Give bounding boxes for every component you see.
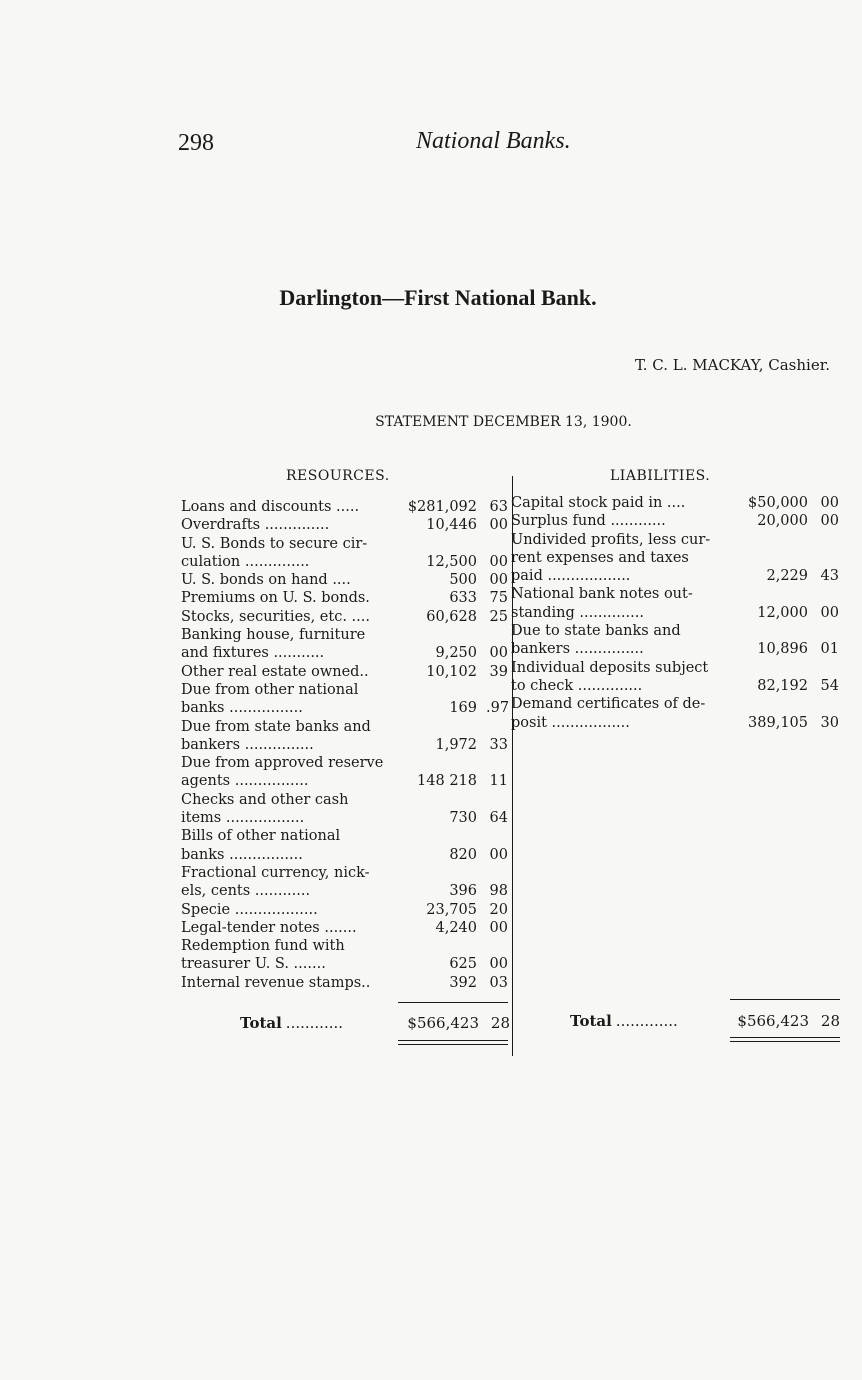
resources-item-amount: [397, 846, 508, 864]
resources-item-cents: .97: [486, 700, 510, 717]
resources-item-label: Overdrafts ..............: [181, 517, 330, 534]
resources-item-amount: [397, 919, 508, 937]
resources-item-dollars: 12,500: [426, 553, 477, 570]
resources-item-label: Specie ..................: [181, 901, 318, 918]
liabilities-item-label: Surplus fund ............: [511, 513, 666, 530]
resources-item-amount: [397, 589, 508, 607]
resources-item-label: Bills of other national banks ................: [181, 828, 341, 863]
resources-item: [181, 901, 508, 919]
liabilities-item-label: Demand certificates of de- posit .................: [511, 696, 706, 731]
resources-item-amount: [397, 498, 508, 516]
liabilities-item-cents: 30: [820, 714, 839, 731]
resources-item-dollars: 730: [449, 810, 477, 827]
resources-item: [181, 864, 508, 901]
liabilities-item-cents: 54: [820, 677, 839, 694]
resources-item-label: Loans and discounts .....: [181, 499, 360, 515]
liabilities-item-dollars: 10,896: [757, 641, 808, 658]
resources-item-dollars: 396: [449, 883, 477, 900]
resources-total-dollars: $566,423: [407, 1014, 479, 1032]
resources-item-cents: 25: [489, 608, 508, 625]
liabilities-total-dots: .............: [615, 1012, 678, 1030]
resources-item-cents: 00: [489, 572, 508, 589]
liabilities-item-cents: 00: [820, 604, 839, 621]
resources-item: [181, 663, 508, 681]
resources-item-amount: [397, 663, 508, 681]
statement-date: STATEMENT DECEMBER 13, 1900.: [375, 414, 632, 430]
page-number: 298: [178, 130, 214, 156]
liabilities-item-cents: 01: [820, 641, 839, 658]
resources-item-label: Fractional currency, nick- els, cents ............: [181, 864, 370, 900]
liabilities-item: [511, 659, 839, 696]
running-head: National Banks.: [416, 128, 571, 154]
resources-item-cents: 11: [489, 773, 508, 790]
resources-item: [181, 589, 508, 607]
bank-title: Darlington—First National Bank.: [279, 285, 597, 310]
resources-item-dollars: 500: [449, 572, 477, 589]
resources-item-dollars: 820: [449, 846, 477, 863]
resources-item-label: Legal-tender notes .......: [181, 919, 357, 936]
liabilities-item: [511, 585, 839, 622]
resources-item: [181, 571, 508, 589]
resources-item-label: Redemption fund with treasurer U. S. .......: [181, 938, 345, 973]
liabilities-item-amount: [727, 640, 839, 658]
liabilities-total-row: [570, 1012, 840, 1030]
liabilities-total-dollars: $566,423: [737, 1012, 809, 1030]
liabilities-item: [511, 695, 839, 732]
resources-item-label: Due from approved reserve agents ................: [181, 755, 384, 790]
resources-item: [181, 791, 508, 828]
resources-item: [181, 608, 508, 626]
resources-item: [181, 827, 508, 864]
resources-item-cents: 00: [489, 517, 508, 534]
liabilities-double-rule: [730, 1037, 840, 1042]
resources-list: [181, 498, 508, 992]
liabilities-item-amount: [727, 714, 839, 732]
liabilities-item: [511, 494, 839, 512]
resources-item: [181, 919, 508, 937]
resources-item: [181, 498, 508, 516]
liabilities-total-cents: 28: [820, 1012, 840, 1030]
resources-total-dots: ............: [285, 1014, 344, 1032]
resources-double-rule: [398, 1040, 508, 1045]
resources-item-amount: [397, 516, 508, 534]
resources-item-amount: [397, 608, 508, 626]
resources-item-amount: [397, 772, 508, 790]
resources-item-label: Due from other national banks ................: [181, 681, 359, 717]
resources-item-cents: 98: [489, 883, 508, 900]
resources-item-amount: [397, 882, 508, 900]
liabilities-item-amount: [727, 604, 839, 622]
cashier-line: T. C. L. MACKAY, Cashier.: [634, 356, 830, 374]
liabilities-item-amount: [727, 494, 839, 512]
resources-item-amount: [397, 974, 508, 992]
liabilities-item-label: National bank notes out- standing ..............: [511, 586, 693, 621]
resources-item-dollars: 633: [449, 590, 477, 607]
liabilities-heading: LIABILITIES.: [610, 468, 711, 484]
resources-item: [181, 681, 508, 718]
liabilities-item-dollars: 20,000: [757, 513, 808, 530]
liabilities-item: [511, 622, 839, 659]
liabilities-item-label: Capital stock paid in ....: [511, 495, 686, 511]
liabilities-item-label: Undivided profits, less cur- rent expenses and taxes paid ..................: [511, 531, 711, 585]
resources-item-dollars: 148 218: [417, 773, 477, 790]
resources-heading: RESOURCES.: [286, 468, 390, 484]
resources-item-dollars: $281,092: [407, 499, 477, 515]
resources-item-cents: 00: [489, 956, 508, 973]
liabilities-item-label: Individual deposits subject to check ..............: [511, 659, 709, 694]
resources-item-cents: 00: [489, 846, 508, 863]
resources-item-amount: [397, 699, 508, 717]
resources-item-dollars: 392: [449, 974, 477, 991]
liabilities-item-amount: [727, 567, 839, 585]
resources-item-dollars: 4,240: [435, 919, 477, 936]
resources-item-dollars: 10,102: [426, 663, 477, 680]
resources-item: [181, 974, 508, 992]
resources-item-cents: 03: [489, 974, 508, 991]
resources-item-cents: 64: [489, 810, 508, 827]
resources-item-amount: [397, 553, 508, 571]
resources-item-label: Internal revenue stamps..: [181, 974, 371, 991]
resources-item-amount: [397, 901, 508, 919]
resources-item-dollars: 23,705: [426, 901, 477, 918]
resources-item-cents: 33: [489, 736, 508, 753]
liabilities-item-cents: 00: [820, 513, 839, 530]
liabilities-item-dollars: $50,000: [748, 495, 808, 511]
liabilities-item-amount: [727, 677, 839, 695]
resources-item-amount: [397, 571, 508, 589]
resources-total-label: Total: [240, 1014, 282, 1032]
liabilities-item-amount: [727, 512, 839, 530]
liabilities-item-dollars: 12,000: [757, 604, 808, 621]
resources-item: [181, 516, 508, 534]
resources-item-cents: 75: [489, 590, 508, 607]
resources-item-cents: 00: [489, 553, 508, 570]
resources-item-dollars: 60,628: [426, 608, 477, 625]
liabilities-list: [511, 494, 839, 732]
resources-item-label: U. S. Bonds to secure cir- culation ..............: [181, 535, 368, 570]
resources-item-amount: [397, 809, 508, 827]
resources-item-amount: [397, 955, 508, 973]
resources-item-dollars: 169: [449, 700, 477, 717]
resources-item-amount: [397, 644, 508, 662]
liabilities-item-label: Due to state banks and bankers ...............: [511, 623, 681, 658]
resources-item-cents: 63: [489, 499, 508, 515]
resources-total-cents: 28: [490, 1014, 510, 1032]
resources-item-label: Other real estate owned..: [181, 663, 369, 680]
resources-item-label: Stocks, securities, etc. ....: [181, 608, 370, 625]
resources-item-label: U. S. bonds on hand ....: [181, 572, 351, 589]
liabilities-item: [511, 531, 839, 586]
resources-item-dollars: 9,250: [435, 645, 477, 662]
resources-item: [181, 754, 508, 791]
liabilities-item-dollars: 2,229: [766, 568, 808, 585]
resources-total-row: [240, 1014, 510, 1032]
resources-item-dollars: 10,446: [426, 517, 477, 534]
resources-item-dollars: 1,972: [435, 736, 477, 753]
liabilities-item-dollars: 389,105: [748, 714, 808, 731]
liabilities-item-dollars: 82,192: [757, 677, 808, 694]
resources-item-label: Checks and other cash items .................: [181, 791, 349, 827]
resources-item: [181, 535, 508, 572]
resources-item-cents: 00: [489, 645, 508, 662]
resources-item-cents: 20: [489, 901, 508, 918]
liabilities-total-rule: [730, 999, 840, 1000]
liabilities-item-cents: 00: [820, 495, 839, 511]
resources-item: [181, 937, 508, 974]
resources-total-rule: [398, 1002, 508, 1003]
resources-item: [181, 626, 508, 663]
liabilities-item: [511, 512, 839, 530]
resources-item-label: Due from state banks and bankers ...............: [181, 718, 371, 753]
liabilities-total-label: Total: [570, 1012, 612, 1030]
resources-item-cents: 00: [489, 919, 508, 936]
liabilities-item-cents: 43: [820, 568, 839, 585]
resources-item-amount: [397, 736, 508, 754]
resources-item-cents: 39: [489, 663, 508, 680]
resources-item-label: Premiums on U. S. bonds.: [181, 590, 370, 607]
resources-item-label: Banking house, furniture and fixtures ...........: [181, 627, 366, 662]
resources-item: [181, 718, 508, 755]
resources-item-dollars: 625: [449, 956, 477, 973]
